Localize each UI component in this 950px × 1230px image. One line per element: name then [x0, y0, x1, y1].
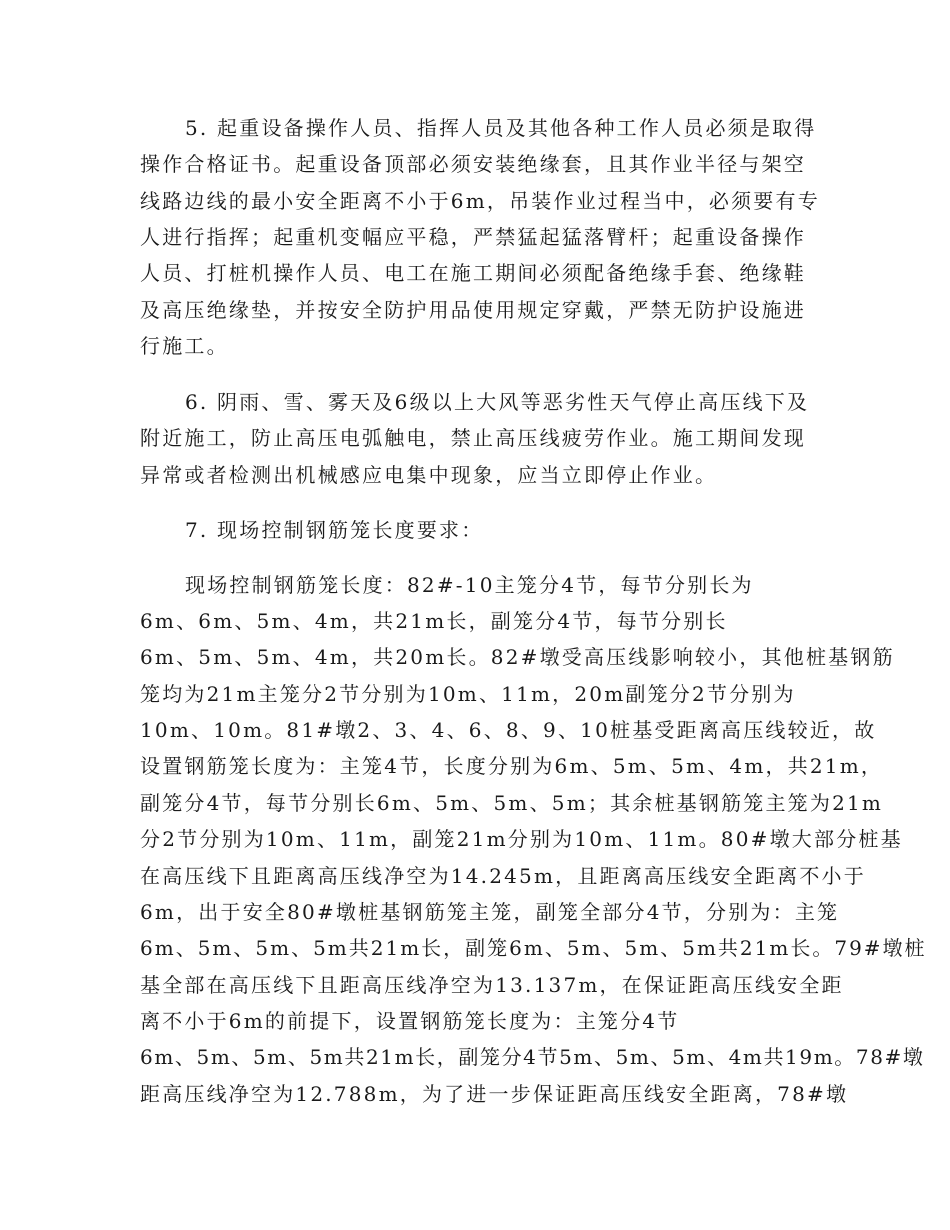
text-line: 10m、10m。81#墩2、3、4、6、8、9、10桩基受距离高压线较近，故	[140, 718, 877, 742]
text-line: 笼均为21m主笼分2节分别为10m、11m，20m副笼分2节分别为	[140, 682, 796, 706]
text-line: 6m、5m、5m、5m共21m长，副笼6m、5m、5m、5m共21m长。79#墩桩	[140, 936, 927, 960]
text-line: 操作合格证书。起重设备顶部必须安装绝缘套，且其作业半径与架空	[140, 152, 806, 176]
text-line: 附近施工，防止高压电弧触电，禁止高压线疲劳作业。施工期间发现	[140, 426, 806, 450]
text-line: 人员、打桩机操作人员、电工在施工期间必须配备绝缘手套、绝缘鞋	[140, 261, 806, 285]
text-line: 距高压线净空为12.788m，为了进一步保证距高压线安全距离，78#墩	[140, 1082, 849, 1106]
text-line: 及高压绝缘垫，并按安全防护用品使用规定穿戴，严禁无防护设施进	[140, 298, 806, 322]
text-line: 在高压线下且距离高压线净空为14.245m，且距离高压线安全距离不小于	[140, 864, 866, 888]
text-line: 5. 起重设备操作人员、指挥人员及其他各种工作人员必须是取得	[185, 116, 817, 140]
text-line: 基全部在高压线下且距高压线净空为13.137m，在保证距高压线安全距	[140, 973, 844, 997]
text-line: 副笼分4节，每节分别长6m、5m、5m、5m；其余桩基钢筋笼主笼为21m	[140, 791, 884, 815]
text-line: 分2节分别为10m、11m，副笼21m分别为10m、11m。80#墩大部分桩基	[140, 827, 903, 851]
text-line: 离不小于6m的前提下，设置钢筋笼长度为：主笼分4节	[140, 1009, 680, 1033]
text-line: 7. 现场控制钢筋笼长度要求：	[185, 518, 484, 542]
text-line: 线路边线的最小安全距离不小于6m，吊装作业过程当中，必须要有专	[140, 189, 820, 213]
text-line: 6m、6m、5m、4m，共21m长，副笼分4节，每节分别长	[140, 609, 728, 633]
text-line: 现场控制钢筋笼长度：82#-10主笼分4节，每节分别长为	[185, 573, 754, 597]
text-line: 异常或者检测出机械感应电集中现象，应当立即停止作业。	[140, 463, 718, 487]
text-line: 6m、5m、5m、4m，共20m长。82#墩受高压线影响较小，其他桩基钢筋	[140, 645, 895, 669]
text-line: 6m，出于安全80#墩桩基钢筋笼主笼，副笼全部分4节，分别为：主笼	[140, 900, 840, 924]
text-line: 行施工。	[140, 334, 229, 358]
text-line: 6m、5m、5m、5m共21m长，副笼分4节5m、5m、5m、4m共19m。78#墩	[140, 1045, 925, 1069]
text-line: 设置钢筋笼长度为：主笼4节，长度分别为6m、5m、5m、4m，共21m，	[140, 754, 884, 778]
text-line: 6. 阴雨、雪、雾天及6级以上大风等恶劣性天气停止高压线下及	[185, 390, 810, 414]
text-line: 人进行指挥；起重机变幅应平稳，严禁猛起猛落臂杆；起重设备操作	[140, 225, 806, 249]
